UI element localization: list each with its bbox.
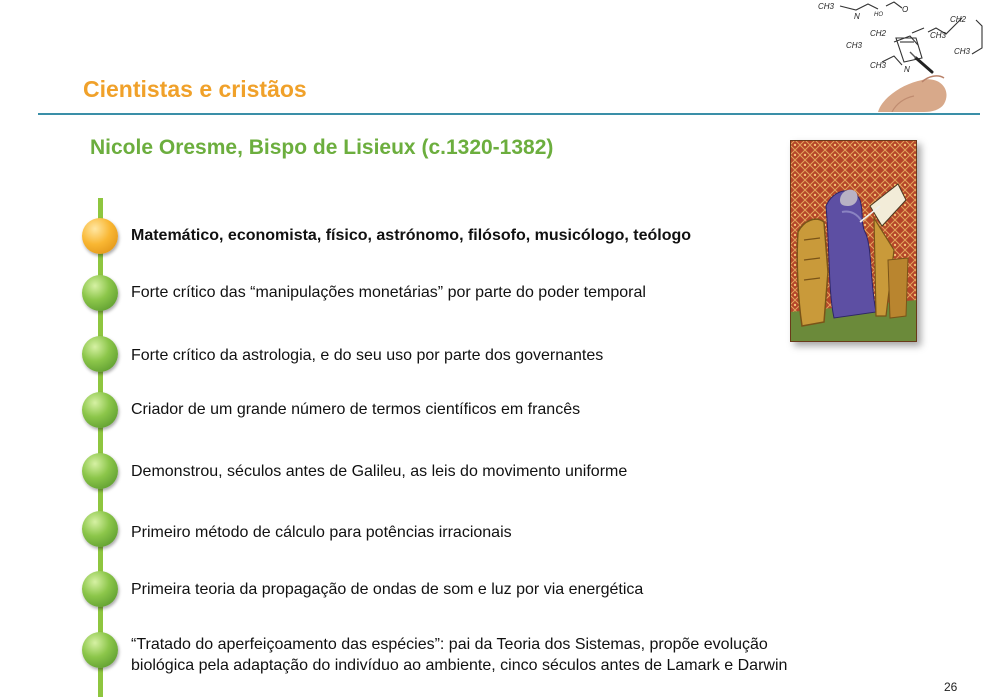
timeline-bullet bbox=[82, 275, 118, 311]
timeline-bullet bbox=[82, 511, 118, 547]
timeline-bullet bbox=[82, 571, 118, 607]
molecule-label: N bbox=[904, 65, 910, 74]
molecule-label: CH2 bbox=[870, 29, 887, 38]
list-item: Primeiro método de cálculo para potências irracionais bbox=[131, 524, 512, 541]
timeline-bullet-active bbox=[82, 218, 118, 254]
page-number: 26 bbox=[944, 680, 958, 694]
list-item: Primeira teoria da propagação de ondas de som e luz por via energética bbox=[131, 581, 644, 598]
molecule-label: O bbox=[902, 5, 909, 14]
oresme-portrait-image bbox=[790, 140, 917, 342]
slide-title: Cientistas e cristãos bbox=[83, 76, 307, 102]
list-item-line: “Tratado do aperfeiçoamento das espécies”: pai da Teoria dos Sistemas, propõe evolução bbox=[131, 636, 768, 653]
hand-with-pen-illustration bbox=[878, 52, 947, 112]
molecule-label: CH3 bbox=[818, 2, 835, 11]
molecule-label: CH2 bbox=[950, 15, 967, 24]
list-item: Criador de um grande número de termos científicos em francês bbox=[131, 401, 581, 418]
molecule-label: CH3 bbox=[954, 47, 971, 56]
title-divider bbox=[38, 113, 980, 115]
list-item: Matemático, economista, físico, astrónomo, filósofo, musicólogo, teólogo bbox=[131, 227, 692, 244]
timeline-bullet bbox=[82, 632, 118, 668]
slide-subtitle: Nicole Oresme, Bispo de Lisieux (c.1320-1382) bbox=[90, 136, 554, 159]
list-item: Forte crítico da astrologia, e do seu uso por parte dos governantes bbox=[131, 347, 604, 364]
list-item: Demonstrou, séculos antes de Galileu, as leis do movimento uniforme bbox=[131, 463, 628, 480]
molecule-label: N bbox=[854, 12, 860, 21]
list-item bbox=[131, 634, 787, 676]
timeline-bullet bbox=[82, 453, 118, 489]
timeline-line bbox=[98, 198, 103, 697]
list-item-line: biológica pela adaptação do indivíduo ao ambiente, cinco séculos antes de Lamark e Darwin bbox=[131, 657, 788, 674]
molecule-label: HO bbox=[874, 12, 883, 18]
molecule-label: CH3 bbox=[846, 41, 863, 50]
molecule-label: CH3 bbox=[930, 31, 947, 40]
timeline-bullet bbox=[82, 392, 118, 428]
molecule-label: CH3 bbox=[870, 61, 887, 70]
timeline-bullet bbox=[82, 336, 118, 372]
molecule-drawing bbox=[812, 0, 1002, 112]
list-item: Forte crítico das “manipulações monetárias” por parte do poder temporal bbox=[131, 284, 646, 301]
